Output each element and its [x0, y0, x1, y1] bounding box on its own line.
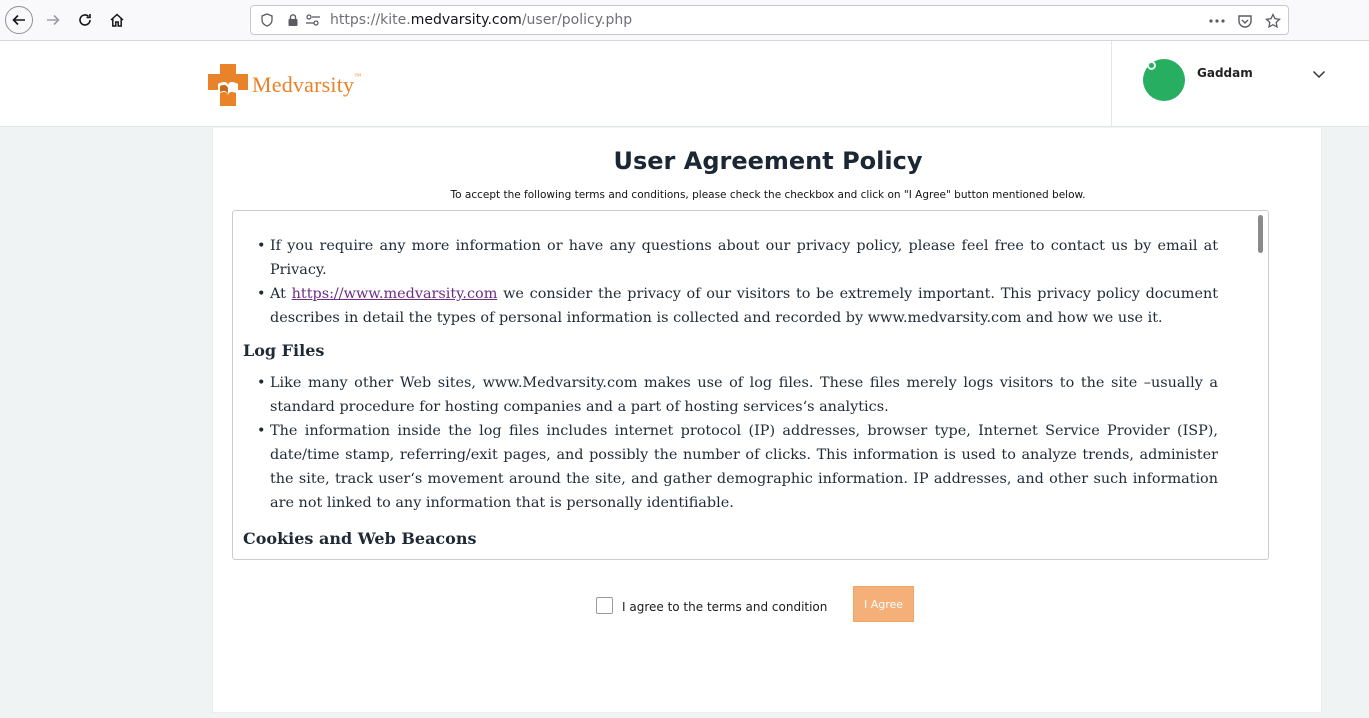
logo-cross-icon — [208, 64, 248, 106]
policy-content — [243, 234, 1218, 559]
reload-button[interactable] — [71, 6, 99, 34]
avatar[interactable] — [1143, 59, 1185, 101]
policy-scroll-box[interactable] — [232, 210, 1269, 560]
home-icon — [109, 12, 125, 28]
arrow-left-icon — [11, 12, 27, 28]
bookmark-star-icon[interactable] — [1263, 11, 1283, 31]
chevron-down-icon[interactable] — [1310, 65, 1328, 83]
list-item: • Like many other Web sites, www.Medvarsity.com makes use of log files. These files merely logs visitors to the site –usually a standard procedure for hosting companies and a part of hosting services‘s analytics. — [243, 371, 1218, 419]
url-text[interactable]: https://kite.medvarsity.com/user/policy.php — [330, 12, 633, 28]
section-heading-log-files: Log Files — [243, 341, 325, 360]
medvarsity-link[interactable]: https://www.medvarsity.com — [291, 286, 498, 302]
log-files-list — [243, 371, 1218, 515]
medvarsity-logo[interactable] — [208, 64, 361, 106]
agree-checkbox[interactable] — [596, 597, 613, 614]
site-header — [0, 41, 1369, 127]
user-name[interactable]: Gaddam — [1197, 66, 1253, 80]
forward-button[interactable] — [39, 6, 67, 34]
back-button[interactable] — [5, 6, 33, 34]
list-item: • If you require any more information or have any questions about our privacy policy, please feel free to contact us by email at Privacy. — [243, 234, 1218, 282]
reload-icon — [77, 12, 93, 28]
online-status-dot — [1147, 61, 1156, 70]
list-item: • At https://www.medvarsity.com we consider the privacy of our visitors to be extremely important. This privacy policy document describes in detail the types of personal information is collected and recorded by www.medvarsity.com and how we use it. — [243, 282, 1218, 330]
home-button[interactable] — [103, 6, 131, 34]
shield-icon[interactable] — [259, 12, 275, 28]
pocket-icon[interactable] — [1235, 11, 1255, 31]
section-heading-cookies: Cookies and Web Beacons — [243, 529, 477, 548]
page-subtitle: To accept the following terms and conditions, please check the checkbox and click on "I Agree" button mentioned below. — [450, 189, 1086, 201]
scrollbar-thumb[interactable] — [1258, 215, 1263, 253]
browser-toolbar — [0, 0, 1369, 41]
arrow-right-icon — [45, 12, 61, 28]
lock-icon[interactable] — [285, 12, 301, 28]
user-menu[interactable] — [1111, 41, 1369, 127]
permissions-icon[interactable] — [305, 12, 321, 28]
more-actions-icon[interactable] — [1207, 11, 1227, 31]
logo-text: Medvarsity™ — [252, 72, 362, 97]
agree-row — [213, 586, 1323, 622]
intro-list — [243, 234, 1218, 330]
page-title: User Agreement Policy — [613, 147, 923, 175]
policy-card — [212, 128, 1322, 713]
i-agree-button[interactable]: I Agree — [853, 586, 914, 622]
url-bar[interactable] — [250, 5, 1289, 35]
agree-label[interactable]: I agree to the terms and condition — [622, 600, 828, 614]
list-item: • The information inside the log files includes internet protocol (IP) addresses, browser type, Internet Service Provider (ISP), date/time stamp, referring/exit pages, and possibly the number of clicks. This information is used to analyze trends, administer the site, track user‘s movement around the site, and gather demographic information. IP addresses, and other such information are not linked to any information that is personally identifiable. — [243, 419, 1218, 515]
